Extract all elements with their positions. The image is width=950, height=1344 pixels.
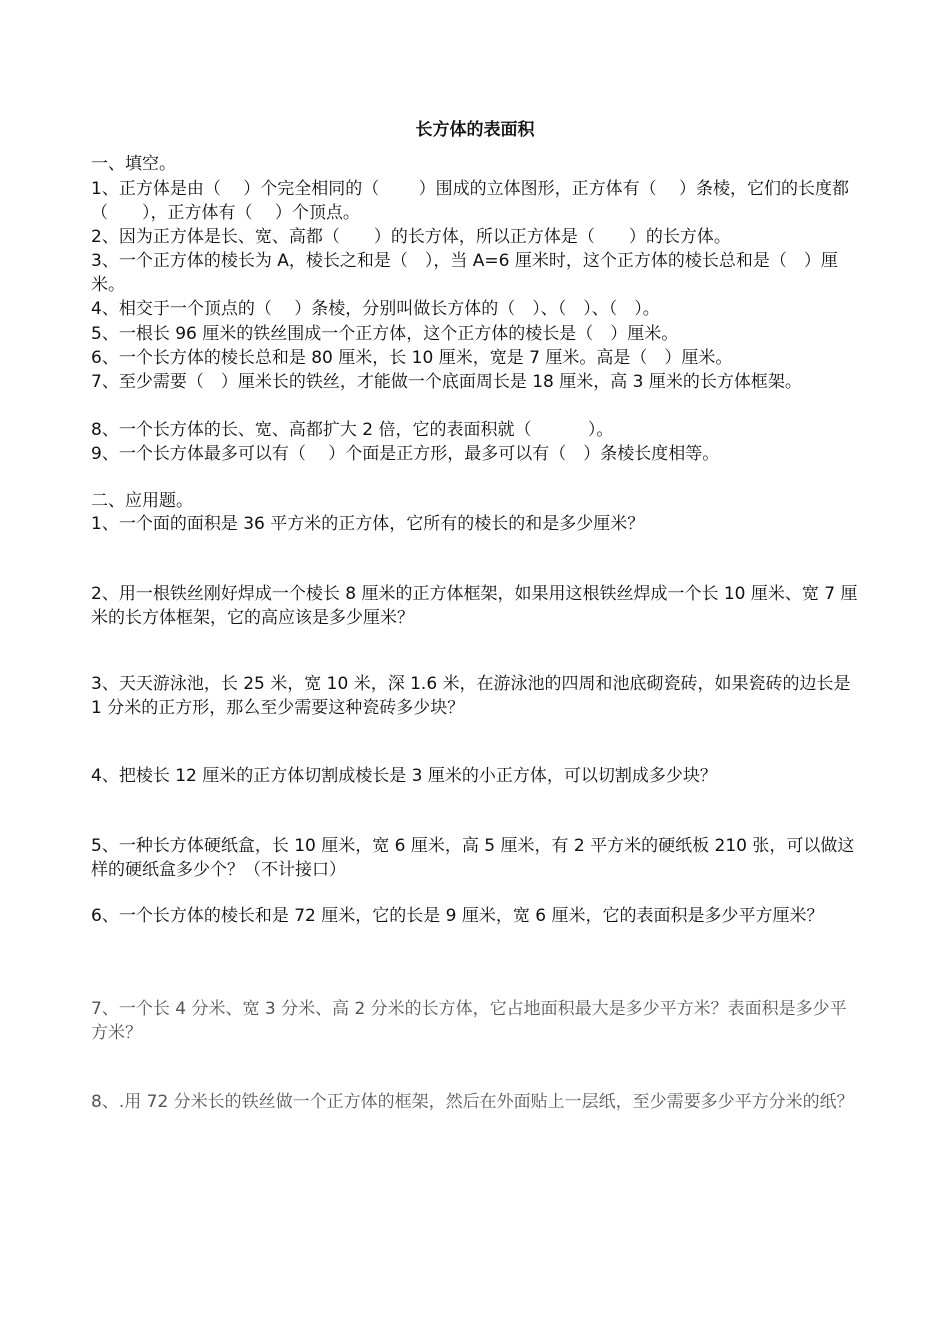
fill-blank-item-9: 9、一个长方体最多可以有（ ）个面是正方形，最多可以有（ ）条棱长度相等。 (91, 444, 720, 464)
section-1-heading: 一、填空。 (91, 154, 176, 174)
fill-blank-item-7: 7、至少需要（ ）厘米长的铁丝，才能做一个底面周长是 18 厘米，高 3 厘米的长方体框架。 (91, 372, 802, 392)
word-problem-5: 5、一种长方体硬纸盒，长 10 厘米，宽 6 厘米，高 5 厘米，有 2 平方米的硬纸板 210 张，可以做这样的硬纸盒多少个？（不计接口） (91, 836, 855, 880)
fill-blank-item-4: 4、相交于一个顶点的（ ）条棱，分别叫做长方体的（ ）、（ ）、（ ）。 (91, 299, 660, 319)
word-problem-3: 3、天天游泳池，长 25 米，宽 10 米，深 1.6 米，在游泳池的四周和池底砌瓷砖，如果瓷砖的边长是 1 分米的正方形，那么至少需要这种瓷砖多少块？ (91, 674, 856, 718)
section-2-heading: 二、应用题。 (91, 491, 193, 511)
word-problem-6: 6、一个长方体的棱长和是 72 厘米，它的长是 9 厘米，宽 6 厘米，它的表面积是多少平方厘米？ (91, 906, 824, 926)
word-problem-1: 1、一个面的面积是 36 平方米的正方体，它所有的棱长的和是多少厘米？ (91, 514, 645, 534)
fill-blank-item-2: 2、因为正方体是长、宽、高都（ ）的长方体，所以正方体是（ ）的长方体。 (91, 227, 731, 247)
word-problem-2: 2、用一根铁丝刚好焊成一个棱长 8 厘米的正方体框架，如果用这根铁丝焊成一个长 10 厘米、宽 7 厘米的长方体框架，它的高应该是多少厘米？ (91, 584, 858, 628)
word-problem-8: 8、.用 72 分米长的铁丝做一个正方体的框架，然后在外面贴上一层纸，至少需要多少平方分米的纸？ (91, 1092, 854, 1112)
page-title: 长方体的表面积 (415, 120, 535, 140)
fill-blank-item-5: 5、一根长 96 厘米的铁丝围成一个正方体，这个正方体的棱长是（ ）厘米。 (91, 324, 679, 344)
fill-blank-item-6: 6、一个长方体的棱长总和是 80 厘米，长 10 厘米，宽是 7 厘米。高是（ ）厘米。 (91, 348, 733, 368)
fill-blank-item-1: 1、正方体是由（ ）个完全相同的（ ）围成的立体图形，正方体有（ ）条棱，它们的长度都（ ），正方体有（ ）个顶点。 (91, 179, 850, 223)
word-problem-7: 7、一个长 4 分米、宽 3 分米、高 2 分米的长方体，它占地面积最大是多少平方米？表面积是多少平方米？ (91, 999, 847, 1043)
fill-blank-item-3: 3、一个正方体的棱长为 A，棱长之和是（ ），当 A=6 厘米时，这个正方体的棱长总和是（ ）厘米。 (91, 251, 838, 295)
word-problem-4: 4、把棱长 12 厘米的正方体切割成棱长是 3 厘米的小正方体，可以切割成多少块？ (91, 766, 717, 786)
fill-blank-item-8: 8、一个长方体的长、宽、高都扩大 2 倍，它的表面积就（ ）。 (91, 420, 614, 440)
